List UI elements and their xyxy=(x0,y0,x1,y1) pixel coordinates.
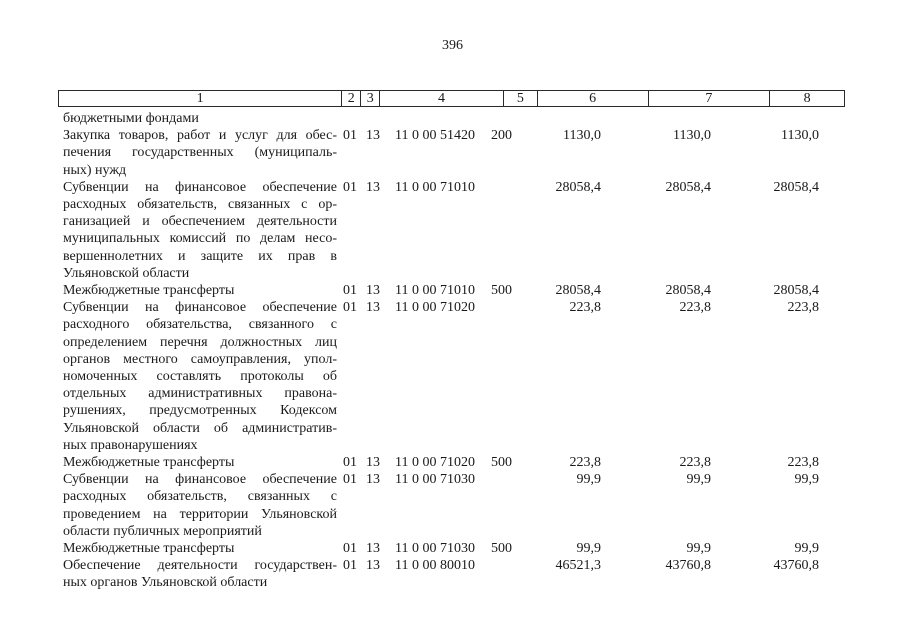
cell-column-3: 13 xyxy=(366,558,380,574)
description-line: Ульяновской области об административ- xyxy=(63,420,337,436)
description-line: ных) нужд xyxy=(63,162,127,178)
cell-column-3: 13 xyxy=(366,179,380,195)
description-line: муниципальных комиссий по делам несо- xyxy=(63,231,337,247)
cell-column-4: 11 0 00 71030 xyxy=(395,541,475,556)
cell-column-8: 28058,4 xyxy=(773,179,819,195)
cell-column-2: 01 xyxy=(343,128,357,144)
cell-column-6: 99,9 xyxy=(576,541,601,556)
cell-column-2: 01 xyxy=(343,541,357,556)
cell-column-5: 500 xyxy=(491,283,512,298)
row-description xyxy=(63,282,337,299)
cell-column-6: 99,9 xyxy=(576,472,601,488)
description-line: Межбюджетные трансферты xyxy=(63,283,235,298)
cell-column-2: 01 xyxy=(343,558,357,574)
cell-column-7: 43760,8 xyxy=(665,558,711,574)
cell-column-4: 11 0 00 51420 xyxy=(395,128,475,144)
cell-column-8: 99,9 xyxy=(794,541,819,556)
description-line: расходных обязательств, связанных с xyxy=(63,489,337,505)
description-line: рушениях, предусмотренных Кодексом xyxy=(63,403,337,419)
cell-column-8: 28058,4 xyxy=(773,283,819,298)
cell-column-8: 99,9 xyxy=(794,472,819,488)
description-line: области публичных мероприятий xyxy=(63,523,262,539)
description-line: расходного обязательства, связанного с xyxy=(63,317,337,333)
cell-column-3: 13 xyxy=(366,472,380,488)
cell-column-5: 500 xyxy=(491,455,512,470)
cell-column-4: 11 0 00 71010 xyxy=(395,179,475,195)
description-line: проведением на территории Ульяновской xyxy=(63,506,337,522)
description-line: Субвенции на финансовое обеспечение xyxy=(63,179,337,195)
cell-column-3: 13 xyxy=(366,541,380,556)
cell-column-3: 13 xyxy=(366,300,380,316)
cell-column-7: 28058,4 xyxy=(665,283,711,298)
cell-column-7: 99,9 xyxy=(686,472,711,488)
description-line: ганизацией и обеспечением деятельности xyxy=(63,214,337,230)
row-description xyxy=(63,299,337,454)
cell-column-6: 28058,4 xyxy=(555,283,601,298)
cell-column-4: 11 0 00 71010 xyxy=(395,283,475,298)
description-line: номоченных составлять протоколы об xyxy=(63,369,337,384)
cell-column-2: 01 xyxy=(343,179,357,195)
cell-column-7: 223,8 xyxy=(679,455,711,470)
column-header-7: 7 xyxy=(648,91,770,106)
description-line: Межбюджетные трансферты xyxy=(63,455,235,470)
description-line: печения государственных (муниципаль- xyxy=(63,145,337,161)
column-header-1: 1 xyxy=(196,91,204,106)
cell-column-7: 223,8 xyxy=(679,300,711,316)
description-line: бюджетными фондами xyxy=(63,111,199,126)
cell-column-4: 11 0 00 71020 xyxy=(395,300,475,316)
description-line: ных органов Ульяновской области xyxy=(63,575,268,591)
cell-column-5: 500 xyxy=(491,541,512,556)
column-header-5: 5 xyxy=(503,91,537,106)
description-line: вершеннолетних и защите их прав в xyxy=(63,248,337,264)
column-header-2: 2 xyxy=(341,91,360,106)
cell-column-2: 01 xyxy=(343,300,357,316)
cell-column-6: 28058,4 xyxy=(555,179,601,195)
description-line: определением перечня должностных лиц xyxy=(63,334,337,350)
description-line: органов местного самоуправления, упол- xyxy=(63,351,337,367)
cell-column-6: 223,8 xyxy=(569,300,601,316)
row-description xyxy=(63,557,337,591)
cell-column-8: 43760,8 xyxy=(773,558,819,574)
column-header-8: 8 xyxy=(769,91,844,106)
description-line: Обеспечение деятельности государствен- xyxy=(63,558,337,574)
cell-column-7: 99,9 xyxy=(686,541,711,556)
cell-column-4: 11 0 00 80010 xyxy=(395,558,475,574)
description-line: отдельных административных правона- xyxy=(63,386,337,402)
cell-column-8: 223,8 xyxy=(787,300,819,316)
cell-column-3: 13 xyxy=(366,455,380,470)
row-description xyxy=(63,127,337,179)
page-number: 396 xyxy=(442,38,463,53)
cell-column-5: 200 xyxy=(491,128,512,144)
column-header-3: 3 xyxy=(360,91,379,106)
description-line: Субвенции на финансовое обеспечение xyxy=(63,472,337,488)
description-line: ных правонарушениях xyxy=(63,437,198,453)
cell-column-3: 13 xyxy=(366,283,380,298)
cell-column-4: 11 0 00 71030 xyxy=(395,472,475,488)
row-description xyxy=(63,471,337,540)
cell-column-6: 223,8 xyxy=(569,455,601,470)
cell-column-2: 01 xyxy=(343,472,357,488)
row-description xyxy=(63,179,337,282)
cell-column-4: 11 0 00 71020 xyxy=(395,455,475,470)
column-header-4: 4 xyxy=(379,91,503,106)
row-description xyxy=(63,540,337,557)
cell-column-6: 1130,0 xyxy=(563,128,601,144)
cell-column-8: 1130,0 xyxy=(781,128,819,144)
row-description xyxy=(63,110,337,127)
description-line: Закупка товаров, работ и услуг для обес- xyxy=(63,128,337,144)
cell-column-6: 46521,3 xyxy=(555,558,601,574)
description-line: Ульяновской области xyxy=(63,265,190,281)
description-line: расходных обязательств, связанных с ор- xyxy=(63,197,337,212)
description-line: Субвенции на финансовое обеспечение xyxy=(63,300,337,316)
cell-column-7: 1130,0 xyxy=(673,128,711,144)
cell-column-2: 01 xyxy=(343,455,357,470)
cell-column-3: 13 xyxy=(366,128,380,144)
cell-column-7: 28058,4 xyxy=(665,179,711,195)
cell-column-2: 01 xyxy=(343,283,357,298)
cell-column-8: 223,8 xyxy=(787,455,819,470)
row-description xyxy=(63,454,337,471)
column-header-6: 6 xyxy=(537,91,648,106)
description-line: Межбюджетные трансферты xyxy=(63,541,235,556)
